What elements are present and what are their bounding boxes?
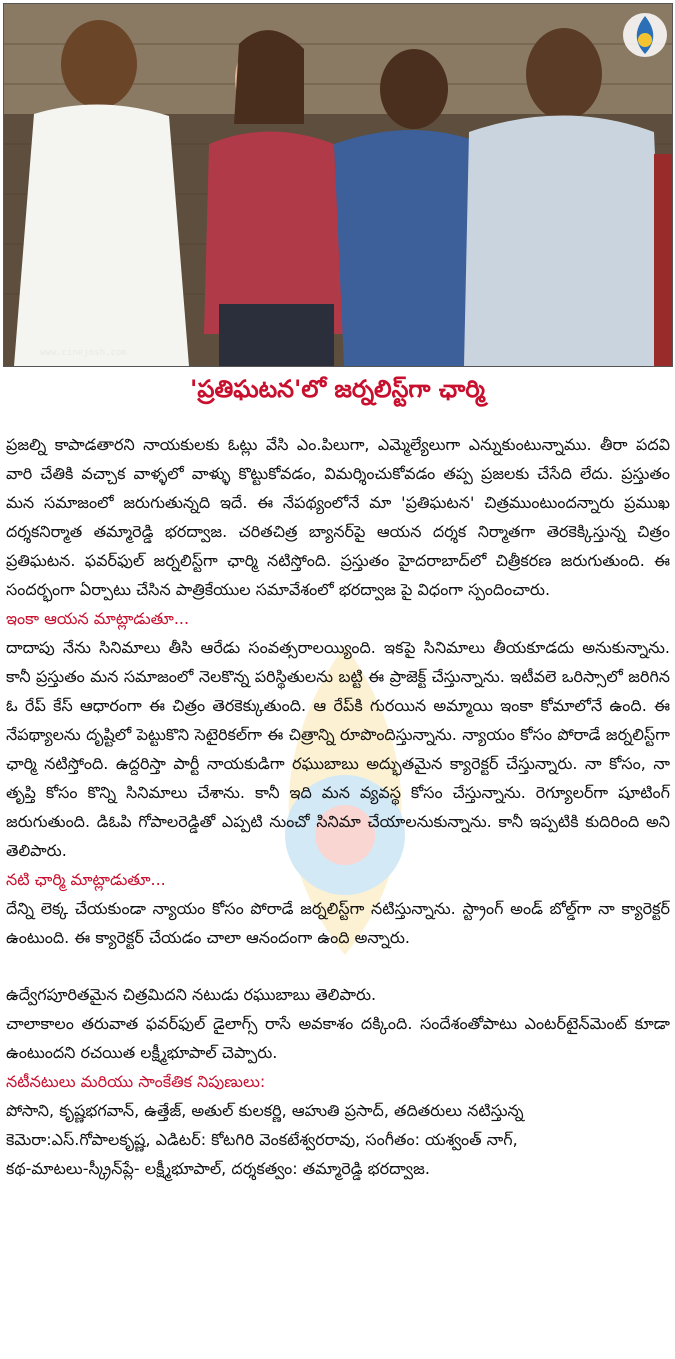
photo-watermark-url: www.cinejosh.com bbox=[40, 348, 127, 358]
crew-line-1: కెమెరా:ఎస్.గోపాలకృష్ణ, ఎడిటర్: కోటగిరి వెంకటేశ్వరరావు, సంగీతం: యశ్వంత్ నాగ్, bbox=[6, 1130, 518, 1149]
writer-quote-paragraph: చాలాకాలం తరువాత ఫవర్‌ఫుల్ డైలాగ్స్ రాసే అవకాశం దక్కింది. సందేశంతోపాటు ఎంటర్‌టైన్‌మెంట్ కూడా ఉంటుందని రచయిత లక్ష్మీభూపాల్ చెప్పారు. bbox=[6, 1014, 670, 1062]
subheading-credits: నటీనటులు మరియు సాంకేతిక నిపుణులు: bbox=[6, 1072, 266, 1091]
actor-quote-paragraph: ఉద్వేగపూరితమైన చిత్రమిదని నటుడు రఘుబాబు తెలిపారు. bbox=[6, 985, 377, 1004]
actress-quote-paragraph: దేన్ని లెక్క చేయకుండా న్యాయం కోసం పోరాడే జర్నలిస్ట్‌గా నటిస్తున్నాను. స్ట్రాంగ్ అండ్ బోల్డ్‌గా నా క్యారెక్టర్ ఉంటుంది. ఈ క్యారెక్టర్ చేయడం చాలా ఆనందంగా ఉంది అన్నారు. bbox=[6, 899, 670, 947]
director-quote-paragraph: దాదాపు నేను సినిమాలు తీసి ఆరేడు సంవత్సరాలయ్యింది. ఇకపై సినిమాలు తీయకూడదు అనుకున్నాను. కానీ ప్రస్తుతం మన సమాజంలో నెలకొన్న పరిస్థితులను బట్టి ఈ ప్రాజెక్ట్ చేస్తున్నాను. ఇటీవలె ఒరిస్సాలో జరిగిన ఓ రేప్ కేస్ ఆధారంగా ఈ చిత్రం తెరకెక్కుతుంది. ఆ రేప్‌కి గురయిన అమ్మాయి ఇంకా కోమాలోనే ఉంది. ఈ నేపథ్యాలను దృష్టిలో పెట్టుకొని సెటైరికల్‌గా ఈ చిత్రాన్ని రూపొందిస్తున్నాను. న్యాయం కోసం పోరాడే జర్నలిస్ట్‌గా ఛార్మి నటిస్తోంది. ఉద్దరిస్తా పార్టీ నాయకుడిగా రఘుబాబు అద్భుతమైన క్యారెక్టర్ చేస్తున్నారు. నా కోసం, నా తృప్తి కోసం కొన్ని సినిమాలు చేశాను. కానీ ఇది మన వ్యవస్థ కోసం చేస్తున్నాను. రెగ్యూలర్‌గా షూటింగ్ జరుగుతుంది. డిఓపి గోపాలరెడ్డితో ఎప్పటి నుంచో సినిమా చేయాలనుకున్నాను. కానీ ఇప్పటికి కుదిరింది అని తెలిపారు. bbox=[6, 638, 670, 860]
subheading-actress: నటి ఛార్మి మాట్లాడుతూ... bbox=[6, 870, 166, 889]
cast-line: పోసాని, కృష్ణభగవాన్, ఉత్తేజ్, అతుల్ కులకర్ణి, ఆహుతి ప్రసాద్, తదితరులు నటిస్తున్న bbox=[6, 1101, 524, 1120]
article-headline: 'ప్రతిఘటన'లో జర్నలిస్ట్‌గా ఛార్మి bbox=[190, 375, 485, 403]
intro-paragraph: ప్రజల్ని కాపాడతారని నాయకులకు ఓట్లు వేసి ఎం.పిలుగా, ఎమ్మెల్యేలుగా ఎన్నుకుంటున్నాము. తీరా పదవి వారి చేతికి వచ్చాక వాళ్ళలో వాళ్ళు కొట్టుకోవడం, విమర్శించుకోవడం తప్ప ప్రజలకు చేసేది లేదు. ప్రస్తుతం మన సమాజంలో జరుగుతున్నది ఇదే. ఈ నేపథ్యంలోనే మా 'ప్రతిఘటన' చిత్రముంటుందన్నారు ప్రముఖ దర్శకనిర్మాత తమ్మారెడ్డి భరద్వాజ. చరితచిత్ర బ్యానర్‌పై ఆయన దర్శక నిర్మాతగా తెరకెక్కిస్తున్న చిత్రం ప్రతిఘటన. ఫవర్‌ఫుల్ జర్నలిస్ట్‌గా ఛార్మి నటిస్తోంది. ప్రస్తుతం హైదరాబాద్‌లో చిత్రీకరణ జరుగుతుంది. ఈ సందర్భంగా ఏర్పాటు చేసిన పాత్రికేయుల సమావేశంలో భరద్వాజ పై విధంగా స్పందించారు. bbox=[6, 435, 670, 599]
crew-line-2: కథ-మాటలు-స్క్రీన్‌ప్లే- లక్ష్మీభూపాల్, దర్శకత్వం: తమ్మారెడ్డి భరద్వాజ. bbox=[6, 1159, 430, 1178]
cinejosh-logo-icon bbox=[620, 10, 670, 60]
subheading-director: ఇంకా ఆయన మాట్లాడుతూ... bbox=[6, 609, 190, 628]
press-meet-photo bbox=[3, 3, 673, 367]
photo-illustration bbox=[4, 4, 672, 366]
article-body bbox=[6, 430, 670, 1183]
